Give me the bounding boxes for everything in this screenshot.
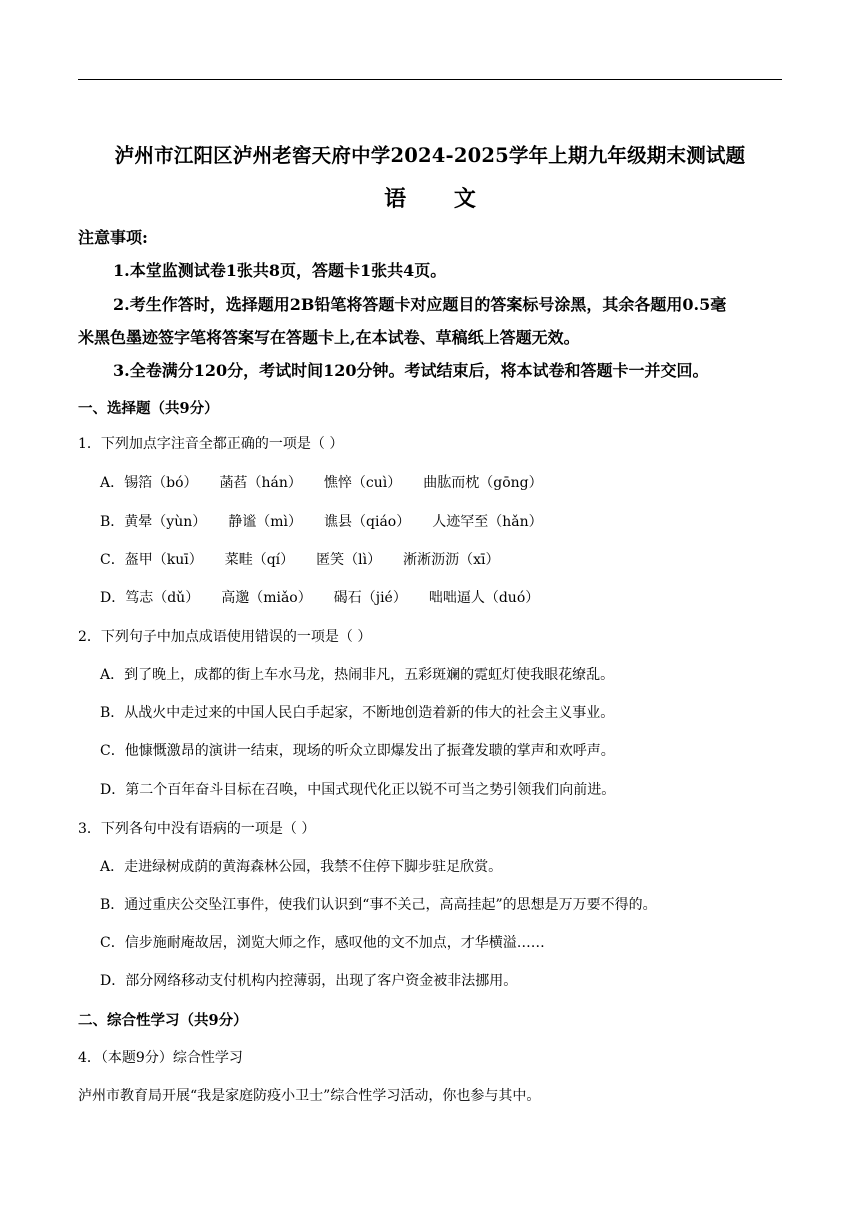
- option-item: 咄咄逼人（duó）: [428, 590, 540, 606]
- option-item: C．盔甲（kuī）: [100, 552, 203, 568]
- option-item: 人迹罕至（hǎn）: [432, 514, 543, 530]
- note-item: 2.考生作答时，选择题用2B铅笔将答题卡对应题目的答案标号涂黑，其余各题用0.5毫: [113, 295, 727, 314]
- option-line: A．到了晚上，成都的街上车水马龙，热闹非凡，五彩斑斓的霓虹灯使我眼花缭乱。: [100, 667, 615, 683]
- option-row: [100, 511, 565, 531]
- option-line: D．部分网络移动支付机构内控薄弱，出现了客户资金被非法挪用。: [100, 973, 518, 989]
- option-line: C．信步施耐庵故居，浏览大师之作，感叹他的文不加点，才华横溢……: [100, 935, 545, 951]
- section-heading: 二、综合性学习（共9分）: [78, 1012, 248, 1029]
- subject-title: 语 文: [384, 186, 496, 212]
- option-item: 碣石（jié）: [333, 590, 407, 606]
- option-item: 菡萏（hán）: [219, 475, 302, 491]
- option-line: A．走进绿树成荫的黄海森林公园，我禁不住停下脚步驻足欣赏。: [100, 859, 503, 875]
- option-item: 淅淅沥沥（xī）: [403, 552, 500, 568]
- option-line: D．第二个百年奋斗目标在召唤，中国式现代化正以锐不可当之势引领我们向前进。: [100, 782, 616, 798]
- section-heading: 一、选择题（共9分）: [78, 400, 219, 417]
- option-item: 匿笑（lì）: [316, 552, 382, 568]
- option-line: C．他慷慨激昂的演讲一结束，现场的听众立即爆发出了振聋发聩的掌声和欢呼声。: [100, 743, 615, 759]
- header-rule: [78, 79, 782, 80]
- option-row: [100, 587, 561, 607]
- exam-title: 泸州市江阳区泸州老窖天府中学2024-2025学年上期九年级期末测试题: [114, 144, 746, 167]
- option-item: D．笃志（dǔ）: [100, 590, 200, 606]
- option-item: 静谧（mì）: [228, 514, 302, 530]
- question-intro: 泸州市教育局开展“我是家庭防疫小卫士”综合性学习活动，你也参与其中。: [78, 1088, 541, 1104]
- option-item: 憔悴（cuì）: [323, 475, 402, 491]
- note-item: 1.本堂监测试卷1张共8页，答题卡1张共4页。: [113, 261, 447, 280]
- option-row: [100, 549, 522, 569]
- option-item: 曲肱而枕（gōng）: [423, 475, 543, 491]
- option-item: A．锡箔（bó）: [100, 475, 198, 491]
- question-stem: 1．下列加点字注音全都正确的一项是（ ）: [78, 436, 344, 452]
- question-stem: 3．下列各句中没有语病的一项是（ ）: [78, 821, 316, 837]
- option-item: 菜畦（qí）: [224, 552, 295, 568]
- option-item: B．黄晕（yùn）: [100, 514, 207, 530]
- option-line: B．从战火中走过来的中国人民白手起家，不断地创造着新的伟大的社会主义事业。: [100, 705, 615, 721]
- note-item: 3.全卷满分120分，考试时间120分钟。考试结束后，将本试卷和答题卡一并交回。: [113, 361, 709, 380]
- question-stem: 4．（本题9分）综合性学习: [78, 1050, 243, 1066]
- question-stem: 2．下列句子中加点成语使用错误的一项是（ ）: [78, 629, 372, 645]
- option-line: B．通过重庆公交坠江事件，使我们认识到“事不关己，高高挂起”的思想是万万要不得的。: [100, 897, 657, 913]
- option-item: 谯县（qiáo）: [324, 514, 411, 530]
- notes-heading: 注意事项:: [78, 228, 148, 247]
- note-item: 米黑色墨迹签字笔将答案写在答题卡上,在本试卷、草稿纸上答题无效。: [78, 328, 580, 347]
- option-item: 高邈（miǎo）: [221, 590, 312, 606]
- option-row: [100, 472, 565, 492]
